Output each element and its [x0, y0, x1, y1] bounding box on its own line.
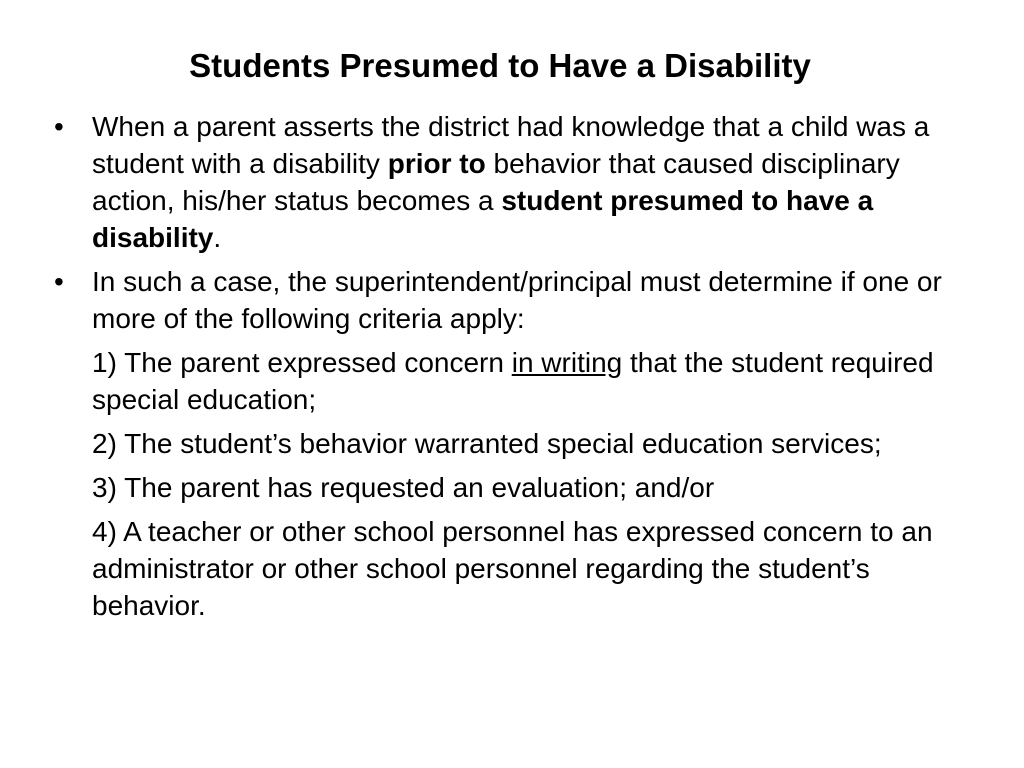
bullet-text: In such a case, the superintendent/principal must determine if one or more of the following criteria apply: — [92, 266, 942, 334]
criterion-item-3 — [52, 469, 982, 506]
criterion-text: 3) The parent has requested an evaluation; and/or — [92, 472, 715, 503]
bullet-text-end: . — [213, 222, 222, 253]
criterion-text: 1) The parent expressed concern — [92, 347, 512, 378]
bullet-dot-icon: • — [54, 111, 64, 142]
criterion-text: 4) A teacher or other school personnel has expressed concern to an administrator or other school personnel regarding the student’s behavior. — [92, 516, 933, 621]
slide-title: Students Presumed to Have a Disability — [189, 47, 811, 84]
criterion-item-4 — [52, 513, 982, 624]
bullet-item — [52, 263, 982, 337]
bullet-item — [52, 108, 982, 256]
bullet-text: behavior that caused disciplinary action, his/her status becomes a — [92, 148, 900, 216]
bullet-text: When a parent asserts the district had knowledge that a child was a student with a disability — [92, 111, 930, 179]
bold-phrase-student-presumed: student presumed to have a disability — [92, 185, 874, 253]
criterion-item-2 — [52, 425, 982, 462]
criterion-text: that the student required special education; — [92, 347, 934, 415]
criterion-item-1 — [52, 344, 982, 418]
slide-body — [52, 108, 982, 631]
bold-phrase-prior-to: prior to — [387, 148, 486, 179]
underlined-phrase-in-writing: in writing — [511, 347, 623, 378]
bullet-dot-icon: • — [54, 266, 64, 297]
criterion-text: 2) The student’s behavior warranted special education services; — [92, 428, 882, 459]
